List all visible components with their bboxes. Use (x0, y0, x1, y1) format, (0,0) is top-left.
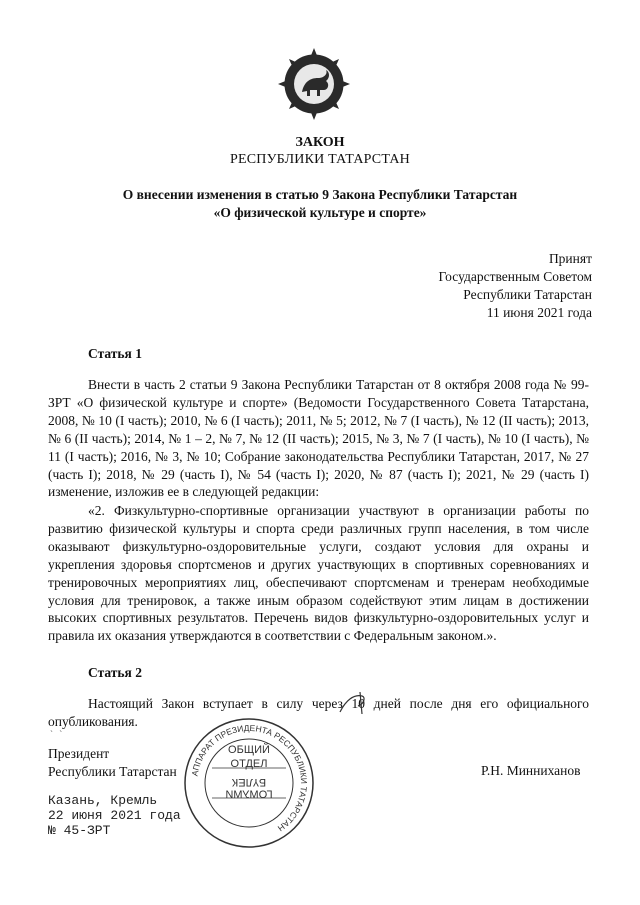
registration-place: Казань, Кремль (48, 793, 158, 808)
adopted-line-2: Государственным Советом (438, 269, 592, 284)
article-1-quote: «2. Физкультурно-спортивные организации участвуют в организации работы по развитию физической культуры и спорта среди различных групп населения, в том числе оказывают физкультурно-оздоровительные услуги, создают условия для охраны и укрепления здоровья спортсменов и других участвующих в спортивных соревнованиях и тренировочных мероприятиях лиц, обеспечивают спортсменам и тренерам необходимые условия для тренировок, а также иным образом содействуют этим лицам в достижении высоких спортивных результатов. Перечень видов физкультурно-оздоровительных услуг и правила их оказания утверждаются в соответствии с Федеральным законом.». (48, 503, 589, 644)
stamp-line-2: ОТДЕЛ (230, 758, 268, 770)
document-type: ЗАКОН (295, 135, 345, 150)
law-heading (60, 186, 580, 222)
registration-block (48, 793, 181, 838)
article-1-intro: Внести в часть 2 статьи 9 Закона Республики Татарстан от 8 октября 2008 года № 99-ЗРТ «О физической культуре и спорте» (Ведомости Государственного Совета Татарстана, 2008, № 10 (I часть); 2010, № 6 (I часть); 2011, № 5; 2012, № 7 (I часть), № 12 (II часть); 2013, № 6 (II часть); 2014, № 1 – 2, № 7, № 12 (II часть); 2015, № 3, № 7 (I часть), № 10 (I часть), № 11 (I часть); 2016, № 3, № 10; Собрание законодательства Республики Татарстан, 2017, № 27 (часть I); 2018, № 29 (часть I), № 54 (часть I); 2020, № 87 (часть I); 2021, № 29 (часть I) изменение, изложив ее в следующей редакции: (48, 377, 589, 500)
adopted-line-1: Принят (548, 251, 592, 266)
stamp-line-1: ОБЩИЙ (228, 744, 270, 756)
stamp-line-3: БҮЛЕК (231, 776, 267, 788)
heading-line-1: О внесении изменения в статью 9 Закона Республики Татарстан (122, 187, 518, 202)
position-line-1: Президент (48, 746, 110, 761)
position-line-2: Республики Татарстан (48, 764, 177, 779)
adopted-line-3: Республики Татарстан (463, 287, 592, 302)
article-1-title: Статья 1 (88, 346, 142, 361)
article-2-text: Настоящий Закон вступает в силу через 10 дней после дня его официального опубликования. (48, 696, 589, 729)
stamp-line-4: ГОМУМИ (225, 789, 273, 801)
handwritten-initial-mark (338, 690, 372, 716)
registration-number: № 45-ЗРТ (48, 823, 111, 838)
signatory-name: Р.Н. Минниханов (481, 763, 581, 778)
heading-line-2: «О физической культуре и спорте» (213, 205, 427, 220)
adoption-block (439, 250, 592, 322)
adopted-line-4: 11 июня 2021 года (486, 305, 592, 320)
stamp-ring-text: АППАРАТ ПРЕЗИДЕНТА РЕСПУБЛИКИ ТАТАРСТАН (189, 722, 310, 834)
registration-date: 22 июня 2021 года (48, 808, 181, 823)
margin-marks: ` ` (50, 729, 65, 739)
signatory-position (48, 745, 177, 781)
article-2-title: Статья 2 (88, 665, 142, 680)
coat-of-arms-emblem (274, 44, 354, 124)
republic-name: РЕСПУБЛИКИ ТАТАРСТАН (229, 152, 410, 167)
